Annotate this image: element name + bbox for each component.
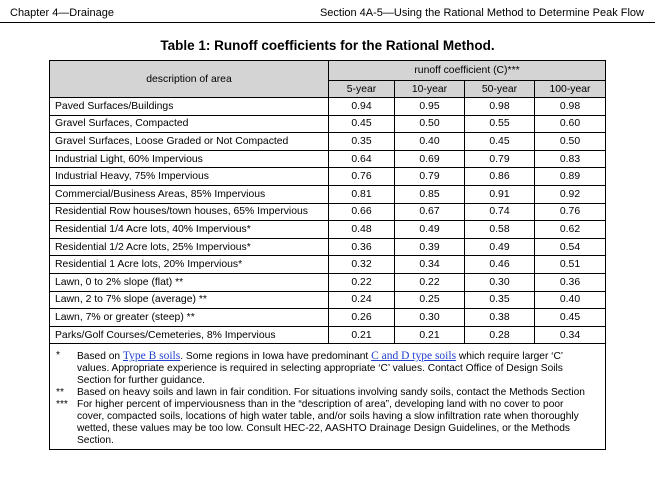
coefficient-cell: 0.30 [465, 273, 535, 291]
row-description: Residential 1 Acre lots, 20% Impervious* [50, 256, 329, 274]
coefficient-cell: 0.98 [535, 98, 606, 116]
coefficient-cell: 0.51 [535, 256, 606, 274]
coefficient-cell: 0.55 [465, 115, 535, 133]
description-header: description of area [50, 61, 329, 98]
coefficient-cell: 0.60 [535, 115, 606, 133]
coefficient-cell: 0.98 [465, 98, 535, 116]
coefficient-cell: 0.85 [395, 185, 465, 203]
coefficient-cell: 0.24 [329, 291, 395, 309]
coefficient-cell: 0.81 [329, 185, 395, 203]
coefficient-cell: 0.48 [329, 221, 395, 239]
coefficient-cell: 0.34 [395, 256, 465, 274]
chapter-label: Chapter 4—Drainage [10, 7, 114, 19]
coefficient-cell: 0.50 [395, 115, 465, 133]
coefficient-cell: 0.94 [329, 98, 395, 116]
table-row [50, 309, 606, 327]
table-row [50, 203, 606, 221]
table-row [50, 98, 606, 116]
row-description: Commercial/Business Areas, 85% Impervious [50, 185, 329, 203]
table-row [50, 273, 606, 291]
coefficient-cell: 0.28 [465, 326, 535, 344]
coefficient-cell: 0.30 [395, 309, 465, 327]
column-header: 5-year [329, 81, 395, 98]
row-description: Gravel Surfaces, Loose Graded or Not Compacted [50, 133, 329, 151]
footnote-text-part: Based on [77, 351, 123, 363]
coefficient-cell: 0.62 [535, 221, 606, 239]
c-and-d-soils-link[interactable]: C and D type soils [371, 350, 457, 363]
footnote-mark: ** [56, 387, 64, 399]
footnote-2 [56, 387, 593, 399]
coefficient-cell: 0.25 [395, 291, 465, 309]
coefficient-cell: 0.36 [329, 238, 395, 256]
coefficient-cell: 0.35 [465, 291, 535, 309]
coefficient-cell: 0.58 [465, 221, 535, 239]
footnote-text-part: which require larger ‘C’ values. Appropriate experience is required in selecting appropriate ‘C’ values. Contact Office of Design Soils Section for further guidance. [77, 351, 563, 387]
table-body [50, 98, 606, 344]
coefficient-cell: 0.89 [535, 168, 606, 186]
table-row [50, 115, 606, 133]
runoff-coefficient-table [49, 60, 606, 450]
coefficient-cell: 0.40 [395, 133, 465, 151]
section-label: Section 4A-5—Using the Rational Method to Determine Peak Flow [319, 7, 644, 19]
coefficient-cell: 0.49 [465, 238, 535, 256]
footnote-1 [56, 350, 593, 387]
coefficient-cell: 0.22 [395, 273, 465, 291]
table-row [50, 168, 606, 186]
coefficient-cell: 0.45 [535, 309, 606, 327]
column-header: 50-year [465, 81, 535, 98]
table-row [50, 185, 606, 203]
table-row [50, 133, 606, 151]
coefficient-cell: 0.95 [395, 98, 465, 116]
footnote-text: Based on heavy soils and lawn in fair condition. For situations involving sandy soils, contact the Methods Section [77, 387, 585, 399]
coefficient-cell: 0.36 [535, 273, 606, 291]
coefficient-cell: 0.32 [329, 256, 395, 274]
coefficient-cell: 0.21 [395, 326, 465, 344]
column-header: 100-year [535, 81, 606, 98]
coefficient-cell: 0.86 [465, 168, 535, 186]
coefficient-cell: 0.76 [329, 168, 395, 186]
coefficient-cell: 0.22 [329, 273, 395, 291]
coefficient-cell: 0.49 [395, 221, 465, 239]
coefficient-cell: 0.45 [465, 133, 535, 151]
footnote-text-part: . Some regions in Iowa have predominant [180, 351, 372, 363]
footnote-text: For higher percent of imperviousness than in the “description of area”, developing land with no cover to poor cover, compacted soils, locations of high water table, and/or soils having a slow infiltration rate when thoroughly wetted, these values may be too low. Consult HEC-22, AASHTO Drainage Design Guidelines, or the Methods Section. [77, 399, 579, 447]
row-description: Industrial Heavy, 75% Impervious [50, 168, 329, 186]
running-header [0, 0, 655, 23]
coefficient-cell: 0.50 [535, 133, 606, 151]
coefficient-cell: 0.69 [395, 150, 465, 168]
coefficient-cell: 0.66 [329, 203, 395, 221]
coefficient-cell: 0.34 [535, 326, 606, 344]
row-description: Lawn, 0 to 2% slope (flat) ** [50, 273, 329, 291]
coefficient-cell: 0.91 [465, 185, 535, 203]
coefficient-cell: 0.46 [465, 256, 535, 274]
row-description: Lawn, 7% or greater (steep) ** [50, 309, 329, 327]
type-b-soils-link[interactable]: Type B soils [122, 350, 181, 363]
table-row [50, 150, 606, 168]
coefficient-cell: 0.67 [395, 203, 465, 221]
coefficient-cell: 0.79 [465, 150, 535, 168]
row-description: Industrial Light, 60% Impervious [50, 150, 329, 168]
coefficient-cell: 0.79 [395, 168, 465, 186]
row-description: Residential 1/2 Acre lots, 25% Impervious* [50, 238, 329, 256]
coefficient-cell: 0.54 [535, 238, 606, 256]
table-row [50, 256, 606, 274]
footnotes [50, 344, 606, 450]
row-description: Residential 1/4 Acre lots, 40% Impervious* [50, 221, 329, 239]
row-description: Residential Row houses/town houses, 65% Impervious [50, 203, 329, 221]
coefficient-cell: 0.64 [329, 150, 395, 168]
runoff-coefficient-group-header: runoff coefficient (C)*** [329, 61, 606, 81]
footnote-3 [56, 399, 593, 447]
coefficient-cell: 0.76 [535, 203, 606, 221]
table-row [50, 291, 606, 309]
coefficient-cell: 0.40 [535, 291, 606, 309]
coefficient-cell: 0.45 [329, 115, 395, 133]
column-header: 10-year [395, 81, 465, 98]
table-title: Table 1: Runoff coefficients for the Rational Method. [160, 38, 495, 53]
table-row [50, 326, 606, 344]
coefficient-cell: 0.26 [329, 309, 395, 327]
coefficient-cell: 0.83 [535, 150, 606, 168]
coefficient-cell: 0.21 [329, 326, 395, 344]
table-row [50, 221, 606, 239]
notes-row [50, 344, 606, 450]
coefficient-cell: 0.39 [395, 238, 465, 256]
coefficient-cell: 0.38 [465, 309, 535, 327]
coefficient-cell: 0.92 [535, 185, 606, 203]
row-description: Gravel Surfaces, Compacted [50, 115, 329, 133]
row-description: Lawn, 2 to 7% slope (average) ** [50, 291, 329, 309]
footnote-mark: * [56, 350, 60, 362]
table-row [50, 238, 606, 256]
footnote-mark: *** [56, 399, 68, 411]
footnote-text [77, 350, 593, 387]
row-description: Paved Surfaces/Buildings [50, 98, 329, 116]
coefficient-cell: 0.74 [465, 203, 535, 221]
row-description: Parks/Golf Courses/Cemeteries, 8% Impervious [50, 326, 329, 344]
coefficient-cell: 0.35 [329, 133, 395, 151]
